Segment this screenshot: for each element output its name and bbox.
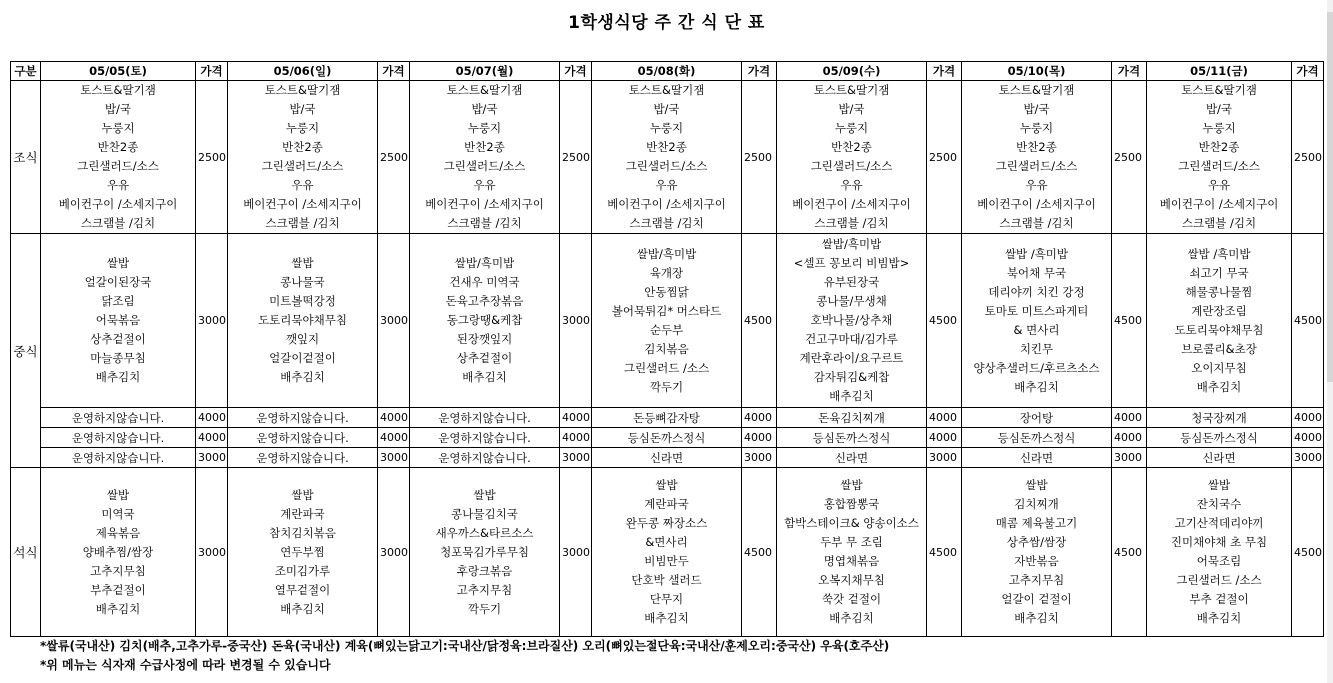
menu-item: 매콤 제육불고기 [995, 516, 1078, 530]
menu-item: 쌀밥 [106, 487, 130, 502]
menu-item: 북어채 무국 [1006, 265, 1067, 280]
header-row [11, 62, 1324, 81]
price-cell: 2500 [378, 81, 410, 234]
menu-item: 닭조림 [101, 294, 135, 308]
menu-item: 베이컨구이 /소세지구이 [1159, 197, 1279, 211]
menu-cell [777, 234, 927, 408]
menu-item: &면사리 [645, 535, 688, 549]
price-cell: 4000 [378, 428, 410, 448]
menu-item: 얼갈이 겉절이 [1001, 592, 1072, 606]
menu-item: 명엽채볶음 [823, 554, 880, 568]
menu-item: 고추지무침 [1008, 573, 1065, 587]
menu-item: 배추김치 [829, 389, 874, 403]
menu-item: 쌀밥 [291, 256, 314, 270]
price-cell: 4000 [560, 428, 592, 448]
price-cell: 4500 [927, 468, 962, 637]
menu-item: 쌀밥 [473, 487, 496, 502]
menu-item: 호박나물/상추채 [810, 313, 893, 327]
menu-cell [410, 468, 560, 637]
menu-item: 진미채야채 초 무침 [1170, 535, 1268, 549]
menu-item: 우유 [1025, 178, 1048, 192]
header-day: 05/11(금) [1147, 62, 1292, 81]
lunch-row [11, 234, 1324, 408]
price-cell: 3000 [378, 448, 410, 468]
price-cell: 2500 [1292, 81, 1324, 234]
menu-item: 베이컨구이 /소세지구이 [792, 197, 911, 211]
menu-item: 배추김치 [1196, 379, 1242, 394]
menu-item: 반찬2종 [464, 140, 505, 154]
price-cell: 3000 [1292, 448, 1324, 468]
menu-item: 쌀밥/흑미밥 [636, 246, 697, 261]
menu-item: 스크램블 /김치 [265, 216, 340, 230]
special-menu-cell: 신라면 [592, 448, 742, 468]
menu-item: 토스트&딸기잼 [80, 83, 156, 97]
menu-item: 조미김가루 [274, 563, 331, 578]
special-menu-cell: 운영하지않습니다. [228, 428, 378, 448]
menu-item: 배추김치 [95, 370, 141, 384]
menu-cell [41, 234, 196, 408]
menu-item: 반찬2종 [646, 140, 687, 154]
price-cell: 3000 [378, 468, 410, 637]
menu-item: 밥/국 [104, 102, 132, 116]
price-cell: 3000 [378, 234, 410, 408]
header-price: 가격 [560, 62, 592, 81]
menu-item: 누룽지 [467, 121, 502, 135]
menu-cell [228, 468, 378, 637]
header-day: 05/10(목) [962, 62, 1112, 81]
price-cell: 4000 [927, 408, 962, 428]
dinner-row [11, 468, 1324, 637]
menu-item: 브로콜리&초장 [1181, 341, 1257, 356]
menu-item: 스크램블 /김치 [999, 216, 1074, 230]
price-cell: 3000 [196, 468, 228, 637]
menu-item: 마늘종무침 [90, 351, 146, 365]
menu-item: 완두콩 짜장소스 [625, 516, 708, 530]
special-menu-cell: 신라면 [777, 448, 927, 468]
menu-item: 데리야끼 치킨 강정 [988, 284, 1085, 299]
special-menu-cell: 신라면 [1147, 448, 1292, 468]
menu-item: 토스트&딸기잼 [998, 83, 1075, 97]
menu-item: 스크램블 /김치 [80, 216, 156, 230]
special-menu-cell: 등심돈까스정식 [777, 428, 927, 448]
menu-item: 상추겉절이 [456, 351, 513, 365]
menu-item: 토스트&딸기잼 [264, 83, 341, 97]
menu-item: 토마토 미트스파게티 [984, 303, 1089, 318]
price-cell: 4000 [196, 408, 228, 428]
menu-item: 밥/국 [838, 102, 865, 116]
menu-item: 그린샐러드/소스 [810, 159, 893, 173]
menu-item: 어묵조림 [1196, 554, 1242, 568]
menu-item: 반찬2종 [1016, 140, 1057, 154]
menu-item: 도토리묵야채무침 [258, 313, 347, 327]
menu-item: 계란파국 [280, 506, 325, 521]
menu-item: 쌀밥 [655, 478, 678, 492]
menu-item: 우유 [840, 178, 863, 192]
special-menu-cell: 운영하지않습니다. [228, 408, 378, 428]
menu-item: 베이컨구이 /소세지구이 [607, 197, 726, 211]
menu-item: 순두부 [649, 322, 684, 337]
price-cell: 4500 [927, 234, 962, 408]
menu-item: 감자튀김&케찹 [813, 370, 890, 384]
menu-item: 고추지무침 [90, 563, 146, 578]
menu-item: 그린샐러드/소스 [625, 159, 708, 173]
menu-item: 우유 [473, 178, 496, 192]
menu-cell [592, 234, 742, 408]
special-menu-cell: 등심돈까스정식 [592, 428, 742, 448]
menu-cell [592, 468, 742, 637]
menu-item: 토스트&딸기잼 [628, 83, 705, 97]
menu-item: 누룽지 [285, 121, 320, 135]
menu-item: 스크램블 /김치 [1181, 216, 1257, 230]
menu-item: 쌀밥 [291, 487, 314, 502]
menu-item: 우유 [291, 178, 314, 192]
menu-item: 잔치국수 [1196, 497, 1242, 511]
menu-cell [777, 81, 927, 234]
special-menu-cell: 등심돈까스정식 [1147, 428, 1292, 448]
scrollbar-thumb[interactable] [1327, 12, 1333, 382]
menu-item: 치킨무 [1019, 341, 1054, 356]
special2-row [11, 428, 1324, 448]
price-cell: 3000 [742, 448, 777, 468]
menu-cell [1147, 468, 1292, 637]
price-cell: 2500 [560, 81, 592, 234]
footnote-change-notice: *위 메뉴는 식자재 수급사정에 따라 변경될 수 있습니다 [40, 658, 331, 672]
footnotes [40, 637, 889, 675]
price-cell: 3000 [196, 234, 228, 408]
menu-item: 미트볼떡강정 [269, 294, 336, 308]
special-menu-cell: 운영하지않습니다. [41, 448, 196, 468]
menu-cell [1147, 234, 1292, 408]
weekly-menu-table [10, 61, 1324, 637]
menu-cell [41, 81, 196, 234]
page-title: 1학생식당 주 간 식 단 표 [568, 13, 765, 33]
menu-item: 김치찌개 [1014, 497, 1059, 511]
menu-item: 반찬2종 [282, 140, 323, 154]
menu-item: 반찬2종 [1198, 140, 1240, 154]
menu-item: 참치김치볶음 [269, 525, 336, 540]
menu-item: 베이컨구이 /소세지구이 [58, 197, 178, 211]
menu-item: 밥/국 [471, 102, 498, 116]
price-cell: 4000 [1112, 408, 1147, 428]
header-price: 가격 [1292, 62, 1324, 81]
menu-cell [592, 81, 742, 234]
special-menu-cell: 운영하지않습니다. [410, 448, 560, 468]
menu-item: 연두부찜 [280, 544, 325, 559]
menu-item: 그린샐러드/소스 [261, 159, 344, 173]
special-menu-cell: 운영하지않습니다. [410, 408, 560, 428]
menu-cell [962, 468, 1112, 637]
price-cell: 4500 [1292, 234, 1324, 408]
meal-label-dinner: 석식 [11, 468, 41, 637]
special-menu-cell: 운영하지않습니다. [228, 448, 378, 468]
special-menu-cell: 장어탕 [962, 408, 1112, 428]
menu-item: 배추김치 [1014, 611, 1059, 625]
menu-item: 베이컨구이 /소세지구이 [243, 197, 362, 211]
menu-item: 후랑크볶음 [456, 563, 513, 578]
price-cell: 4000 [742, 408, 777, 428]
menu-item: 고기산적데리야끼 [1174, 516, 1264, 530]
menu-item: 쌀밥 /흑미밥 [1004, 246, 1069, 261]
menu-item: 그린샐러드/소스 [443, 159, 526, 173]
menu-item: 어묵볶음 [95, 313, 141, 327]
menu-item: 토스트&딸기잼 [446, 83, 523, 97]
breakfast-row [11, 81, 1324, 234]
menu-item: 된장깻잎지 [456, 332, 513, 346]
price-cell: 4500 [1292, 468, 1324, 637]
menu-item: 콩나물김치국 [451, 506, 518, 521]
menu-item: 그린샐러드 /소스 [1176, 573, 1262, 587]
menu-item: <셀프 꽁보리 비빔밥> [793, 256, 910, 270]
menu-item: 스크램블 /김치 [629, 216, 704, 230]
special-menu-cell: 돈육김치찌개 [777, 408, 927, 428]
price-cell: 4500 [742, 234, 777, 408]
price-cell: 4000 [927, 428, 962, 448]
header-gubun: 구분 [11, 62, 41, 81]
meal-label-lunch: 중식 [11, 234, 41, 468]
menu-item: 콩나물국 [280, 275, 325, 289]
menu-cell [962, 234, 1112, 408]
menu-item: 배추김치 [462, 370, 507, 384]
menu-item: 두부 무 조림 [820, 535, 883, 549]
menu-item: 오복지채무침 [818, 573, 885, 587]
menu-item: 육개장 [649, 265, 684, 280]
menu-item: 우유 [655, 178, 678, 192]
menu-item: 건새우 미역국 [449, 275, 520, 289]
menu-cell [1147, 81, 1292, 234]
header-day: 05/08(화) [592, 62, 742, 81]
menu-item: 쌀밥/흑미밥 [454, 256, 515, 270]
menu-item: 해물콩나물찜 [1185, 284, 1253, 299]
price-cell: 3000 [1112, 448, 1147, 468]
menu-item: 동그랑땡&케찹 [446, 313, 523, 327]
menu-item: 쌀밥 /흑미밥 [1187, 246, 1251, 261]
menu-item: 부추 겉절이 [1189, 592, 1249, 606]
price-cell: 4500 [742, 468, 777, 637]
menu-item: 부추겉절이 [90, 582, 146, 597]
menu-item: 깍두기 [467, 601, 502, 616]
menu-item: 쌀밥 [840, 478, 863, 492]
menu-item: 쌀밥/흑미밥 [821, 237, 882, 251]
price-cell: 4500 [1112, 234, 1147, 408]
menu-item: 그린샐러드/소스 [77, 159, 159, 173]
menu-item: 밥/국 [1205, 102, 1233, 116]
menu-item: 쑥갓 겉절이 [821, 592, 882, 606]
price-cell: 4000 [560, 408, 592, 428]
menu-item: 토스트&딸기잼 [813, 83, 890, 97]
menu-item: 우유 [106, 178, 130, 192]
menu-item: 상추겉절이 [90, 332, 146, 346]
menu-item: 누룽지 [834, 121, 869, 135]
menu-item: 배추김치 [95, 601, 141, 616]
menu-item: 얼갈이겉절이 [269, 351, 336, 365]
special-menu-cell: 운영하지않습니다. [41, 428, 196, 448]
menu-item: 볼어묵튀김* 머스타드 [611, 303, 722, 318]
menu-item: 고추지무침 [456, 582, 513, 597]
header-day: 05/07(월) [410, 62, 560, 81]
menu-item: 반찬2종 [831, 140, 872, 154]
menu-item: 쌀밥 [1207, 478, 1231, 492]
meal-label-breakfast: 조식 [11, 81, 41, 234]
menu-item: 배추김치 [644, 611, 689, 625]
menu-item: 밥/국 [653, 102, 680, 116]
price-cell: 4000 [1292, 428, 1324, 448]
menu-item: 상추쌈/쌈장 [1006, 535, 1067, 549]
menu-item: 건고구마대/김가루 [805, 332, 898, 346]
menu-item: 쌀밥 [1025, 478, 1048, 492]
menu-cell [228, 81, 378, 234]
special-menu-cell: 운영하지않습니다. [41, 408, 196, 428]
menu-item: 미역국 [101, 506, 135, 521]
menu-item: 계란후라이/요구르트 [799, 351, 904, 365]
menu-item: 그린샐러드/소스 [995, 159, 1078, 173]
menu-item: 비빔만두 [644, 554, 689, 568]
menu-item: 밥/국 [289, 102, 316, 116]
header-price: 가격 [742, 62, 777, 81]
menu-item: 열무겉절이 [274, 582, 331, 597]
menu-cell [962, 81, 1112, 234]
price-cell: 2500 [742, 81, 777, 234]
special3-row [11, 448, 1324, 468]
menu-item: 배추김치 [829, 611, 874, 625]
menu-item: 청포묵김가루무침 [440, 544, 529, 559]
menu-item: 쇠고기 무국 [1189, 265, 1249, 280]
menu-item: 콩나물/무생채 [816, 294, 887, 308]
menu-item: 깍두기 [649, 379, 684, 394]
header-day: 05/05(토) [41, 62, 196, 81]
price-cell: 3000 [560, 448, 592, 468]
menu-cell [410, 234, 560, 408]
price-cell: 4500 [1112, 468, 1147, 637]
menu-item: 안동찜닭 [644, 284, 689, 299]
menu-item: 유부된장국 [823, 275, 880, 289]
menu-item: 누룽지 [1019, 121, 1054, 135]
menu-item: 우유 [1207, 178, 1231, 192]
menu-item: 밥/국 [1023, 102, 1050, 116]
menu-item: 단호박 샐러드 [631, 573, 702, 587]
price-cell: 2500 [196, 81, 228, 234]
price-cell: 3000 [560, 234, 592, 408]
menu-item: 단무지 [649, 592, 684, 606]
menu-item: 홍합짬뽕국 [823, 497, 880, 511]
price-cell: 3000 [927, 448, 962, 468]
price-cell: 3000 [560, 468, 592, 637]
menu-item: 스크램블 /김치 [814, 216, 889, 230]
special-menu-cell: 운영하지않습니다. [410, 428, 560, 448]
menu-item: 오이지무침 [1191, 360, 1247, 375]
menu-item: 배추김치 [280, 601, 325, 616]
special-menu-cell: 청국장찌개 [1147, 408, 1292, 428]
menu-item: 계란파국 [644, 497, 689, 511]
header-price: 가격 [1112, 62, 1147, 81]
price-cell: 4000 [742, 428, 777, 448]
menu-item: 쌀밥 [106, 256, 130, 270]
menu-item: 그린샐러드/소스 [1178, 159, 1260, 173]
menu-cell [777, 468, 927, 637]
menu-item: 깻잎지 [285, 332, 320, 346]
menu-item: 베이컨구이 /소세지구이 [425, 197, 544, 211]
menu-item: 자반볶음 [1014, 554, 1059, 568]
menu-item: 돈육고추장볶음 [445, 294, 524, 308]
menu-item: 배추김치 [1014, 379, 1059, 394]
menu-item: 배추김치 [280, 370, 325, 384]
menu-item: 누룽지 [649, 121, 684, 135]
menu-item: 얼갈이된장국 [84, 275, 152, 289]
menu-cell [41, 468, 196, 637]
menu-item: 김치볶음 [644, 341, 689, 356]
menu-cell [410, 81, 560, 234]
price-cell: 3000 [196, 448, 228, 468]
price-cell: 2500 [1112, 81, 1147, 234]
header-price: 가격 [196, 62, 228, 81]
header-day: 05/09(수) [777, 62, 927, 81]
header-price: 가격 [378, 62, 410, 81]
menu-item: 함박스테이크& 양송이소스 [784, 516, 919, 530]
menu-item: 제육볶음 [95, 525, 141, 540]
menu-item: 양배추찜/쌈장 [82, 544, 154, 559]
menu-item: 배추김치 [1196, 611, 1242, 625]
menu-item: 스크램블 /김치 [447, 216, 522, 230]
special-menu-cell: 신라면 [962, 448, 1112, 468]
menu-item: 누룽지 [1202, 121, 1236, 135]
price-cell: 4000 [378, 408, 410, 428]
price-cell: 4000 [1292, 408, 1324, 428]
menu-item: 새우까스&타르소스 [435, 525, 534, 540]
menu-item: 반찬2종 [97, 140, 139, 154]
price-cell: 4000 [1112, 428, 1147, 448]
special-menu-cell: 돈등뼈감자탕 [592, 408, 742, 428]
menu-cell [228, 234, 378, 408]
header-day: 05/06(일) [228, 62, 378, 81]
menu-item: 그린샐러드 /소스 [623, 360, 710, 375]
menu-item: 양상추샐러드/후르츠소스 [973, 360, 1100, 375]
vertical-scrollbar[interactable] [1327, 0, 1333, 683]
menu-item: & 면사리 [1013, 322, 1060, 337]
special-menu-cell: 등심돈까스정식 [962, 428, 1112, 448]
menu-item: 누룽지 [101, 121, 135, 135]
special1-row [11, 408, 1324, 428]
menu-item: 계란장조림 [1191, 303, 1247, 318]
menu-item: 베이컨구이 /소세지구이 [977, 197, 1096, 211]
menu-item: 토스트&딸기잼 [1181, 83, 1257, 97]
price-cell: 2500 [927, 81, 962, 234]
price-cell: 4000 [196, 428, 228, 448]
menu-item: 도토리묵야채무침 [1174, 322, 1264, 337]
header-price: 가격 [927, 62, 962, 81]
footnote-origin: *쌀류(국내산) 김치(배추,고추가루-중국산) 돈육(국내산) 계육(뼈있는닭고기:국내산/닭정육:브라질산) 오리(뼈있는절단육:국내산/훈제오리:중국산) 우육(호주산) [40, 639, 890, 653]
